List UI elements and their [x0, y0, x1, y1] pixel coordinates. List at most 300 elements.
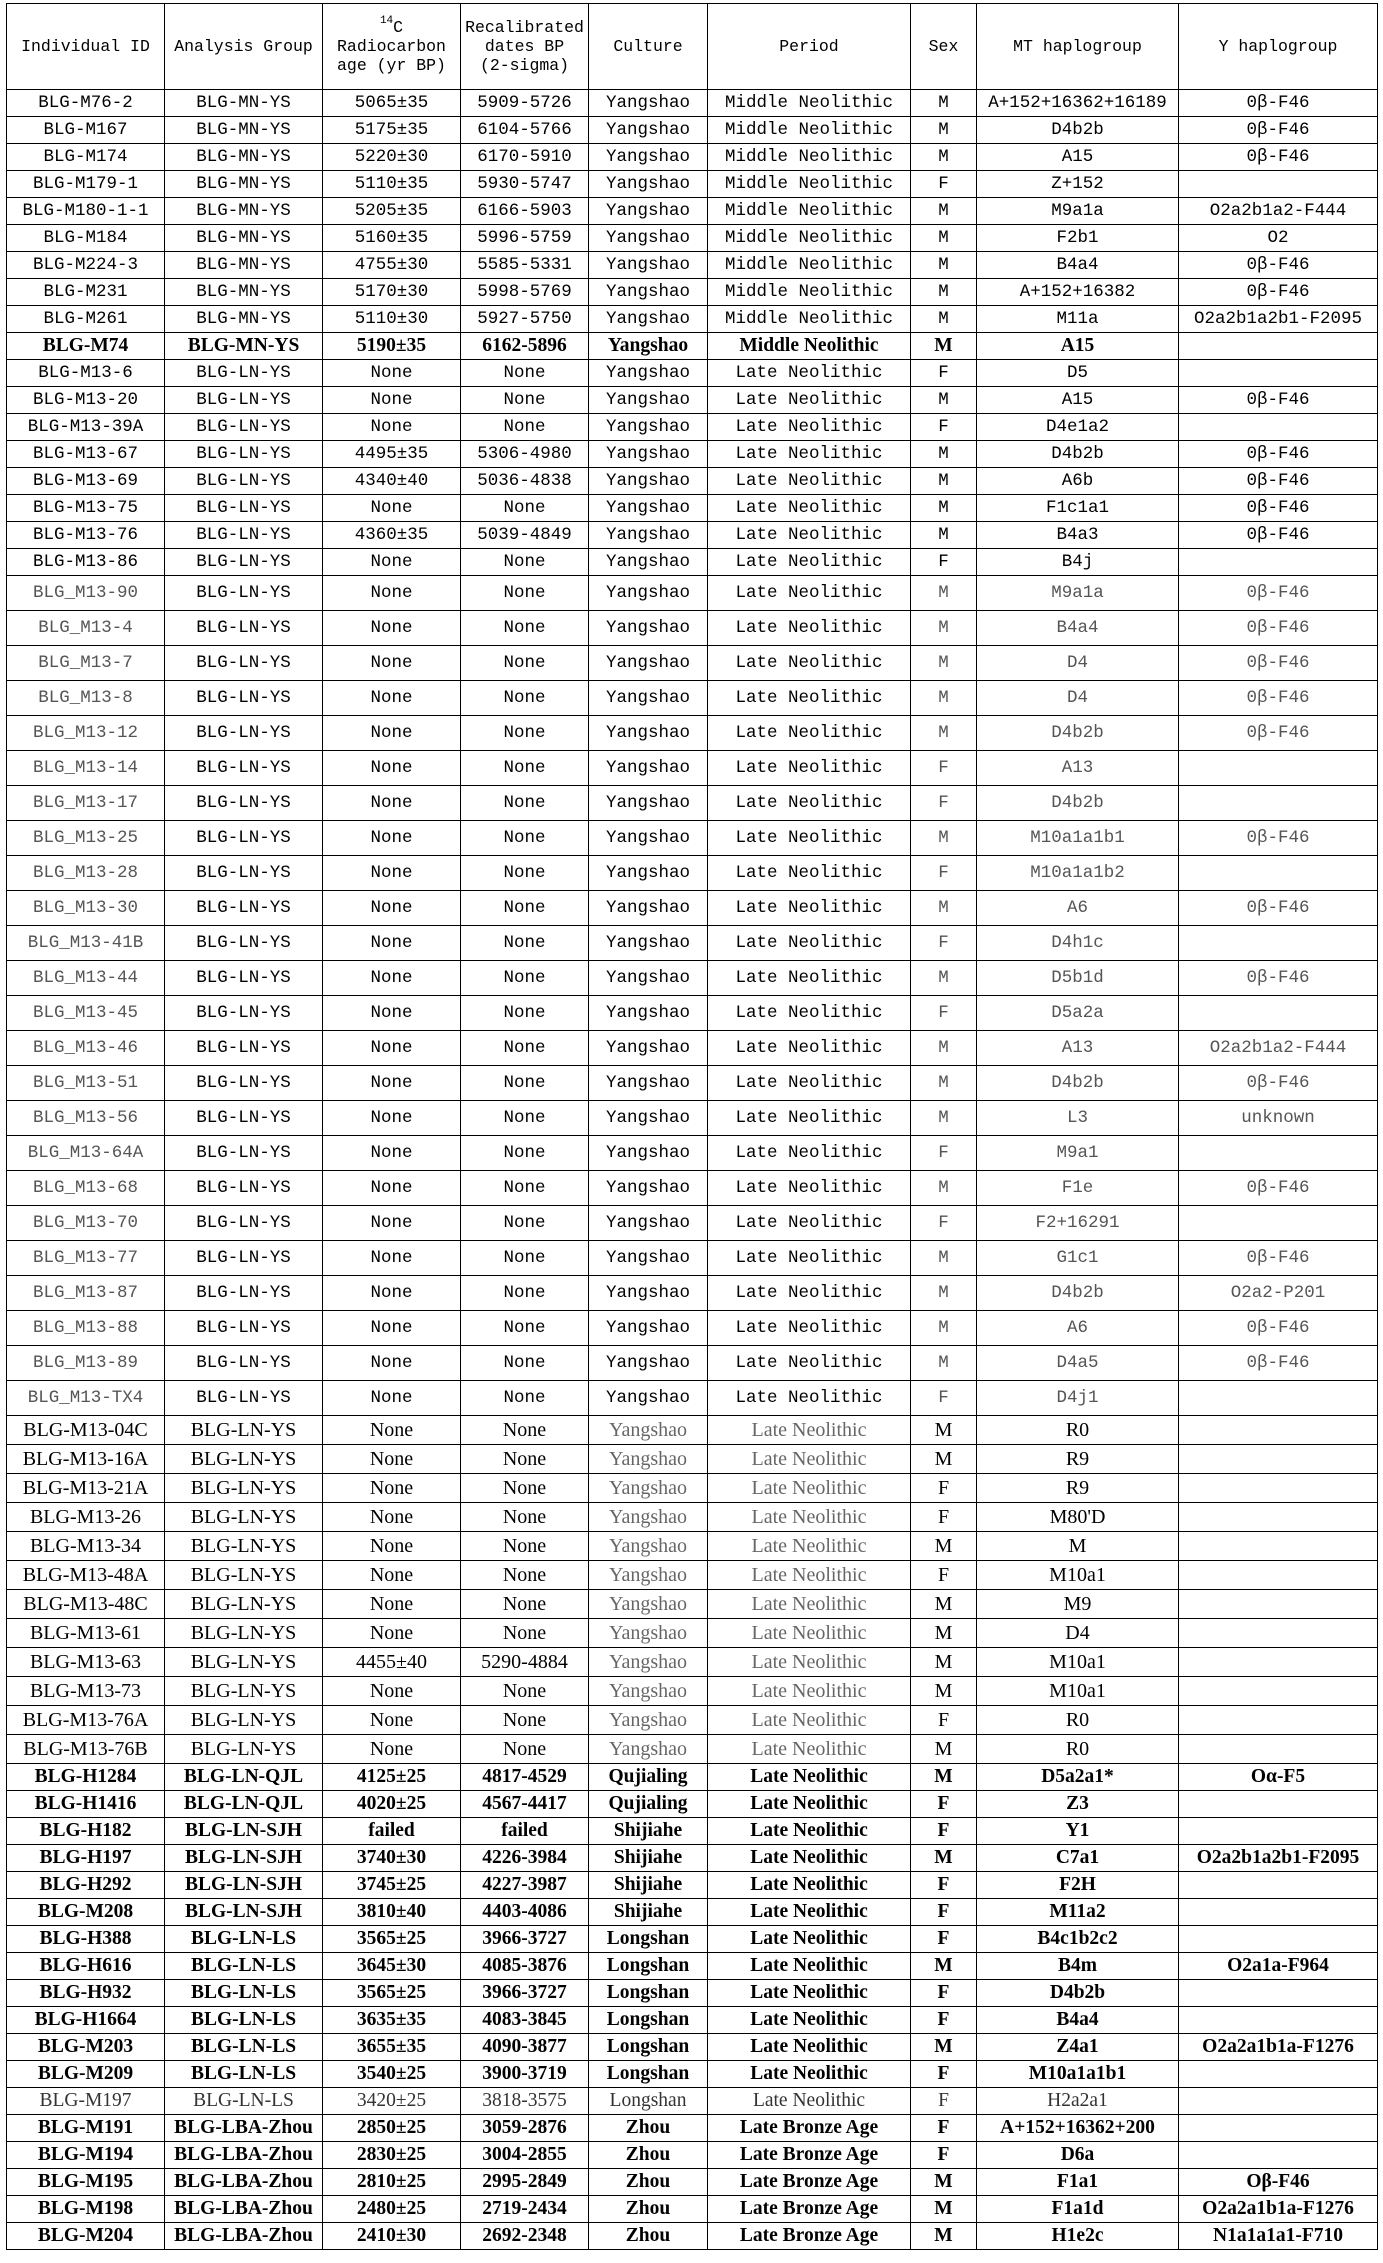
sex-cell: M: [911, 1764, 977, 1791]
analysis-group-cell: BLG-LN-YS: [165, 821, 323, 856]
sex-cell: M: [911, 1445, 977, 1474]
mt-haplogroup-cell: B4c1b2c2: [977, 1926, 1179, 1953]
table-row: [7, 1346, 1378, 1381]
mt-haplogroup-cell: R0: [977, 1735, 1179, 1764]
period-cell: Late Neolithic: [708, 1532, 911, 1561]
individual-id-cell: BLG_M13-7: [7, 646, 165, 681]
culture-cell: Yangshao: [589, 926, 708, 961]
radiocarbon-age-cell: None: [323, 1171, 461, 1206]
individual-id-cell: BLG_M13-46: [7, 1031, 165, 1066]
individual-id-cell: BLG_M13-89: [7, 1346, 165, 1381]
y-haplogroup-cell: [1179, 1381, 1378, 1416]
mt-haplogroup-cell: A13: [977, 1031, 1179, 1066]
mt-haplogroup-cell: M: [977, 1532, 1179, 1561]
period-cell: Late Neolithic: [708, 1136, 911, 1171]
sex-cell: M: [911, 716, 977, 751]
header-analysis-group: Analysis Group: [165, 4, 323, 90]
recalibrated-dates-cell: 4227-3987: [461, 1872, 589, 1899]
period-cell: Late Neolithic: [708, 1845, 911, 1872]
period-cell: Late Neolithic: [708, 2061, 911, 2088]
culture-cell: Yangshao: [589, 90, 708, 117]
culture-cell: Yangshao: [589, 1031, 708, 1066]
radiocarbon-age-cell: None: [323, 1381, 461, 1416]
period-cell: Late Neolithic: [708, 522, 911, 549]
period-cell: Late Bronze Age: [708, 2223, 911, 2250]
sex-cell: F: [911, 1206, 977, 1241]
mt-haplogroup-cell: D6a: [977, 2142, 1179, 2169]
period-cell: Late Neolithic: [708, 1031, 911, 1066]
table-row: [7, 495, 1378, 522]
recalibrated-dates-cell: None: [461, 1619, 589, 1648]
individual-id-cell: BLG_M13-41B: [7, 926, 165, 961]
mt-haplogroup-cell: A15: [977, 333, 1179, 360]
culture-cell: Yangshao: [589, 1735, 708, 1764]
sex-cell: F: [911, 549, 977, 576]
period-cell: Late Neolithic: [708, 2034, 911, 2061]
y-haplogroup-cell: [1179, 1416, 1378, 1445]
table-row: [7, 1206, 1378, 1241]
y-haplogroup-cell: 0β-F46: [1179, 576, 1378, 611]
sex-cell: F: [911, 1561, 977, 1590]
analysis-group-cell: BLG-LN-QJL: [165, 1791, 323, 1818]
period-cell: Late Neolithic: [708, 1416, 911, 1445]
y-haplogroup-cell: [1179, 2061, 1378, 2088]
analysis-group-cell: BLG-LN-YS: [165, 1101, 323, 1136]
recalibrated-dates-cell: 4567-4417: [461, 1791, 589, 1818]
y-haplogroup-cell: [1179, 1926, 1378, 1953]
culture-cell: Yangshao: [589, 1677, 708, 1706]
table-row: [7, 171, 1378, 198]
culture-cell: Shijiahe: [589, 1845, 708, 1872]
y-haplogroup-cell: O2a2b1a2b1-F2095: [1179, 1845, 1378, 1872]
recalibrated-dates-cell: 5909-5726: [461, 90, 589, 117]
period-cell: Late Neolithic: [708, 1706, 911, 1735]
culture-cell: Yangshao: [589, 786, 708, 821]
individual-id-cell: BLG-M13-63: [7, 1648, 165, 1677]
sex-cell: F: [911, 1474, 977, 1503]
period-cell: Late Neolithic: [708, 611, 911, 646]
mt-haplogroup-cell: D4: [977, 1619, 1179, 1648]
table-row: [7, 2223, 1378, 2250]
analysis-group-cell: BLG-LN-YS: [165, 891, 323, 926]
mt-haplogroup-cell: D4b2b: [977, 441, 1179, 468]
y-haplogroup-cell: [1179, 2142, 1378, 2169]
analysis-group-cell: BLG-MN-YS: [165, 279, 323, 306]
radiocarbon-age-cell: None: [323, 1445, 461, 1474]
analysis-group-cell: BLG-LN-YS: [165, 495, 323, 522]
table-row: [7, 1953, 1378, 1980]
mt-haplogroup-cell: M9: [977, 1590, 1179, 1619]
sex-cell: M: [911, 821, 977, 856]
y-haplogroup-cell: 0β-F46: [1179, 646, 1378, 681]
mt-haplogroup-cell: B4a3: [977, 522, 1179, 549]
sex-cell: F: [911, 171, 977, 198]
table-row: [7, 1926, 1378, 1953]
recalibrated-dates-cell: None: [461, 1346, 589, 1381]
table-row: [7, 786, 1378, 821]
mt-haplogroup-cell: M11a2: [977, 1899, 1179, 1926]
sex-cell: M: [911, 1619, 977, 1648]
table-row: [7, 1241, 1378, 1276]
culture-cell: Yangshao: [589, 716, 708, 751]
analysis-group-cell: BLG-LN-YS: [165, 646, 323, 681]
radiocarbon-age-cell: None: [323, 891, 461, 926]
sex-cell: M: [911, 1590, 977, 1619]
culture-cell: Zhou: [589, 2115, 708, 2142]
individual-id-cell: BLG-M13-76B: [7, 1735, 165, 1764]
individual-id-cell: BLG-M197: [7, 2088, 165, 2115]
culture-cell: Longshan: [589, 1926, 708, 1953]
radiocarbon-age-cell: 4455±40: [323, 1648, 461, 1677]
recalibrated-dates-cell: None: [461, 751, 589, 786]
recalibrated-dates-cell: 5036-4838: [461, 468, 589, 495]
table-row: [7, 1735, 1378, 1764]
radiocarbon-age-cell: None: [323, 1276, 461, 1311]
analysis-group-cell: BLG-LN-YS: [165, 387, 323, 414]
individual-id-cell: BLG-M198: [7, 2196, 165, 2223]
recalibrated-dates-cell: 3059-2876: [461, 2115, 589, 2142]
individual-id-cell: BLG-M231: [7, 279, 165, 306]
culture-cell: Yangshao: [589, 522, 708, 549]
recalibrated-dates-cell: 4090-3877: [461, 2034, 589, 2061]
individual-id-cell: BLG-M13-67: [7, 441, 165, 468]
radiocarbon-age-cell: None: [323, 414, 461, 441]
culture-cell: Yangshao: [589, 996, 708, 1031]
recalibrated-dates-cell: None: [461, 495, 589, 522]
individual-id-cell: BLG_M13-14: [7, 751, 165, 786]
culture-cell: Yangshao: [589, 856, 708, 891]
y-haplogroup-cell: [1179, 1980, 1378, 2007]
culture-cell: Yangshao: [589, 1276, 708, 1311]
analysis-group-cell: BLG-LN-YS: [165, 1381, 323, 1416]
culture-cell: Yangshao: [589, 1416, 708, 1445]
recalibrated-dates-cell: None: [461, 549, 589, 576]
table-row: [7, 821, 1378, 856]
sex-cell: M: [911, 306, 977, 333]
analysis-group-cell: BLG-LN-LS: [165, 2061, 323, 2088]
table-row: [7, 225, 1378, 252]
table-row: [7, 1066, 1378, 1101]
analysis-group-cell: BLG-LN-YS: [165, 856, 323, 891]
period-cell: Late Neolithic: [708, 387, 911, 414]
culture-cell: Yangshao: [589, 1136, 708, 1171]
radiocarbon-age-cell: None: [323, 646, 461, 681]
mt-haplogroup-cell: R9: [977, 1474, 1179, 1503]
culture-cell: Yangshao: [589, 681, 708, 716]
recalibrated-dates-cell: None: [461, 646, 589, 681]
period-cell: Late Bronze Age: [708, 2196, 911, 2223]
radiocarbon-age-cell: None: [323, 1066, 461, 1101]
y-haplogroup-cell: O2a2b1a2-F444: [1179, 1031, 1378, 1066]
individual-id-cell: BLG-H1284: [7, 1764, 165, 1791]
table-row: [7, 996, 1378, 1031]
culture-cell: Yangshao: [589, 360, 708, 387]
radiocarbon-age-cell: 5110±30: [323, 306, 461, 333]
table-row: [7, 279, 1378, 306]
mt-haplogroup-cell: A6: [977, 891, 1179, 926]
y-haplogroup-cell: [1179, 1590, 1378, 1619]
table-row: [7, 1276, 1378, 1311]
sex-cell: F: [911, 1503, 977, 1532]
recalibrated-dates-cell: 2719-2434: [461, 2196, 589, 2223]
sex-cell: F: [911, 414, 977, 441]
table-row: [7, 926, 1378, 961]
recalibrated-dates-cell: 5930-5747: [461, 171, 589, 198]
recalibrated-dates-cell: None: [461, 856, 589, 891]
individual-id-cell: BLG_M13-44: [7, 961, 165, 996]
recalibrated-dates-cell: 5585-5331: [461, 252, 589, 279]
analysis-group-cell: BLG-LN-YS: [165, 414, 323, 441]
analysis-group-cell: BLG-LN-YS: [165, 1474, 323, 1503]
recalibrated-dates-cell: None: [461, 1136, 589, 1171]
period-cell: Late Neolithic: [708, 441, 911, 468]
mt-haplogroup-cell: Z4a1: [977, 2034, 1179, 2061]
period-cell: Late Neolithic: [708, 1590, 911, 1619]
individual-id-cell: BLG_M13-17: [7, 786, 165, 821]
table-row: [7, 1899, 1378, 1926]
y-haplogroup-cell: 0β-F46: [1179, 90, 1378, 117]
culture-cell: Yangshao: [589, 961, 708, 996]
radiocarbon-age-cell: None: [323, 786, 461, 821]
mt-haplogroup-cell: M10a1a1b1: [977, 2061, 1179, 2088]
radiocarbon-age-cell: 3810±40: [323, 1899, 461, 1926]
y-haplogroup-cell: [1179, 1206, 1378, 1241]
period-cell: Late Neolithic: [708, 1872, 911, 1899]
sex-cell: M: [911, 1677, 977, 1706]
recalibrated-dates-cell: None: [461, 1066, 589, 1101]
individual-id-cell: BLG-H616: [7, 1953, 165, 1980]
individual-id-cell: BLG-M13-34: [7, 1532, 165, 1561]
analysis-group-cell: BLG-LN-YS: [165, 1346, 323, 1381]
culture-cell: Yangshao: [589, 468, 708, 495]
culture-cell: Yangshao: [589, 891, 708, 926]
y-haplogroup-cell: [1179, 786, 1378, 821]
table-row: [7, 611, 1378, 646]
table-row: [7, 961, 1378, 996]
sex-cell: M: [911, 681, 977, 716]
header-recalibrated-line1: Recalibrated: [465, 18, 584, 37]
table-body: [7, 90, 1378, 2250]
radiocarbon-age-cell: None: [323, 576, 461, 611]
culture-cell: Yangshao: [589, 1619, 708, 1648]
analysis-group-cell: BLG-LN-YS: [165, 996, 323, 1031]
individual-id-cell: BLG-M13-48C: [7, 1590, 165, 1619]
period-cell: Late Neolithic: [708, 1101, 911, 1136]
y-haplogroup-cell: [1179, 1648, 1378, 1677]
period-cell: Late Neolithic: [708, 1503, 911, 1532]
recalibrated-dates-cell: 4226-3984: [461, 1845, 589, 1872]
analysis-group-cell: BLG-LN-YS: [165, 1503, 323, 1532]
analysis-group-cell: BLG-LN-YS: [165, 611, 323, 646]
header-radiocarbon-superscript: 14: [379, 15, 394, 27]
individual-id-cell: BLG-H197: [7, 1845, 165, 1872]
period-cell: Middle Neolithic: [708, 171, 911, 198]
y-haplogroup-cell: O2a1a-F964: [1179, 1953, 1378, 1980]
y-haplogroup-cell: O2a2a1b1a-F1276: [1179, 2034, 1378, 2061]
radiocarbon-age-cell: 5110±35: [323, 171, 461, 198]
header-radiocarbon-age: [323, 4, 461, 90]
sex-cell: M: [911, 441, 977, 468]
radiocarbon-age-cell: None: [323, 1101, 461, 1136]
header-period: Period: [708, 4, 911, 90]
mt-haplogroup-cell: M10a1a1b2: [977, 856, 1179, 891]
analysis-group-cell: BLG-LN-YS: [165, 1171, 323, 1206]
y-haplogroup-cell: O2: [1179, 225, 1378, 252]
period-cell: Late Neolithic: [708, 1346, 911, 1381]
y-haplogroup-cell: [1179, 1532, 1378, 1561]
recalibrated-dates-cell: None: [461, 1445, 589, 1474]
analysis-group-cell: BLG-LN-YS: [165, 1735, 323, 1764]
radiocarbon-age-cell: 5205±35: [323, 198, 461, 225]
mt-haplogroup-cell: M10a1: [977, 1677, 1179, 1706]
y-haplogroup-cell: [1179, 1706, 1378, 1735]
period-cell: Late Neolithic: [708, 2007, 911, 2034]
culture-cell: Yangshao: [589, 495, 708, 522]
mt-haplogroup-cell: A+152+16362+16189: [977, 90, 1179, 117]
recalibrated-dates-cell: None: [461, 961, 589, 996]
period-cell: Late Neolithic: [708, 1171, 911, 1206]
individual-id-cell: BLG-M194: [7, 2142, 165, 2169]
recalibrated-dates-cell: 3966-3727: [461, 1980, 589, 2007]
table-row: [7, 360, 1378, 387]
table-row: [7, 2034, 1378, 2061]
culture-cell: Yangshao: [589, 198, 708, 225]
culture-cell: Yangshao: [589, 171, 708, 198]
recalibrated-dates-cell: 3004-2855: [461, 2142, 589, 2169]
analysis-group-cell: BLG-LN-YS: [165, 441, 323, 468]
sex-cell: F: [911, 1980, 977, 2007]
sex-cell: F: [911, 1818, 977, 1845]
period-cell: Late Neolithic: [708, 1735, 911, 1764]
table-row: [7, 1818, 1378, 1845]
period-cell: Middle Neolithic: [708, 144, 911, 171]
period-cell: Late Neolithic: [708, 926, 911, 961]
table-row: [7, 1677, 1378, 1706]
period-cell: Late Neolithic: [708, 495, 911, 522]
radiocarbon-age-cell: 5065±35: [323, 90, 461, 117]
sex-cell: M: [911, 387, 977, 414]
mt-haplogroup-cell: B4a4: [977, 611, 1179, 646]
recalibrated-dates-cell: None: [461, 1031, 589, 1066]
sex-cell: M: [911, 522, 977, 549]
period-cell: Middle Neolithic: [708, 279, 911, 306]
recalibrated-dates-cell: 6162-5896: [461, 333, 589, 360]
table-row: [7, 414, 1378, 441]
header-sex: Sex: [911, 4, 977, 90]
recalibrated-dates-cell: None: [461, 360, 589, 387]
culture-cell: Yangshao: [589, 821, 708, 856]
radiocarbon-age-cell: 4360±35: [323, 522, 461, 549]
mt-haplogroup-cell: D4b2b: [977, 1980, 1179, 2007]
analysis-group-cell: BLG-LN-YS: [165, 576, 323, 611]
mt-haplogroup-cell: R0: [977, 1706, 1179, 1735]
sex-cell: M: [911, 1346, 977, 1381]
mt-haplogroup-cell: B4a4: [977, 2007, 1179, 2034]
y-haplogroup-cell: O2a2a1b1a-F1276: [1179, 2196, 1378, 2223]
mt-haplogroup-cell: B4m: [977, 1953, 1179, 1980]
radiocarbon-age-cell: 3635±35: [323, 2007, 461, 2034]
analysis-group-cell: BLG-LN-YS: [165, 549, 323, 576]
table-row: [7, 1416, 1378, 1445]
header-radiocarbon-line1: [325, 15, 458, 37]
y-haplogroup-cell: [1179, 1136, 1378, 1171]
analysis-group-cell: BLG-LN-YS: [165, 1066, 323, 1101]
individual-id-cell: BLG_M13-51: [7, 1066, 165, 1101]
radiocarbon-age-cell: None: [323, 1590, 461, 1619]
y-haplogroup-cell: 0β-F46: [1179, 522, 1378, 549]
mt-haplogroup-cell: D4b2b: [977, 716, 1179, 751]
culture-cell: Yangshao: [589, 1474, 708, 1503]
culture-cell: Yangshao: [589, 1648, 708, 1677]
mt-haplogroup-cell: Y1: [977, 1818, 1179, 1845]
analysis-group-cell: BLG-LBA-Zhou: [165, 2142, 323, 2169]
culture-cell: Yangshao: [589, 1241, 708, 1276]
period-cell: Late Neolithic: [708, 1241, 911, 1276]
analysis-group-cell: BLG-LN-YS: [165, 786, 323, 821]
radiocarbon-age-cell: 3745±25: [323, 1872, 461, 1899]
recalibrated-dates-cell: None: [461, 1311, 589, 1346]
sex-cell: M: [911, 1953, 977, 1980]
sex-cell: F: [911, 2115, 977, 2142]
period-cell: Late Neolithic: [708, 646, 911, 681]
culture-cell: Yangshao: [589, 1171, 708, 1206]
recalibrated-dates-cell: None: [461, 681, 589, 716]
mt-haplogroup-cell: Z3: [977, 1791, 1179, 1818]
individual-id-cell: BLG-M13-20: [7, 387, 165, 414]
culture-cell: Yangshao: [589, 387, 708, 414]
radiocarbon-age-cell: None: [323, 1735, 461, 1764]
analysis-group-cell: BLG-LN-YS: [165, 360, 323, 387]
y-haplogroup-cell: N1a1a1a1-F710: [1179, 2223, 1378, 2250]
sex-cell: F: [911, 1136, 977, 1171]
sex-cell: M: [911, 961, 977, 996]
table-row: [7, 1980, 1378, 2007]
individual-id-cell: BLG-H182: [7, 1818, 165, 1845]
y-haplogroup-cell: [1179, 1619, 1378, 1648]
mt-haplogroup-cell: D4: [977, 646, 1179, 681]
radiocarbon-age-cell: None: [323, 1206, 461, 1241]
recalibrated-dates-cell: None: [461, 1677, 589, 1706]
sex-cell: M: [911, 198, 977, 225]
sex-cell: M: [911, 1532, 977, 1561]
mt-haplogroup-cell: M9a1: [977, 1136, 1179, 1171]
sex-cell: F: [911, 996, 977, 1031]
table-row: [7, 549, 1378, 576]
table-row: [7, 891, 1378, 926]
recalibrated-dates-cell: 2692-2348: [461, 2223, 589, 2250]
header-culture: Culture: [589, 4, 708, 90]
individual-id-cell: BLG_M13-56: [7, 1101, 165, 1136]
individual-id-cell: BLG-M195: [7, 2169, 165, 2196]
culture-cell: Qujialing: [589, 1764, 708, 1791]
sex-cell: M: [911, 117, 977, 144]
individual-id-cell: BLG_M13-4: [7, 611, 165, 646]
culture-cell: Yangshao: [589, 279, 708, 306]
analysis-group-cell: BLG-LN-YS: [165, 1241, 323, 1276]
recalibrated-dates-cell: 5290-4884: [461, 1648, 589, 1677]
period-cell: Middle Neolithic: [708, 333, 911, 360]
sex-cell: M: [911, 1101, 977, 1136]
recalibrated-dates-cell: None: [461, 1276, 589, 1311]
recalibrated-dates-cell: 6104-5766: [461, 117, 589, 144]
mt-haplogroup-cell: M11a: [977, 306, 1179, 333]
culture-cell: Yangshao: [589, 1532, 708, 1561]
recalibrated-dates-cell: 6170-5910: [461, 144, 589, 171]
culture-cell: Yangshao: [589, 144, 708, 171]
analysis-group-cell: BLG-LN-YS: [165, 926, 323, 961]
mt-haplogroup-cell: F1c1a1: [977, 495, 1179, 522]
table-row: [7, 1381, 1378, 1416]
